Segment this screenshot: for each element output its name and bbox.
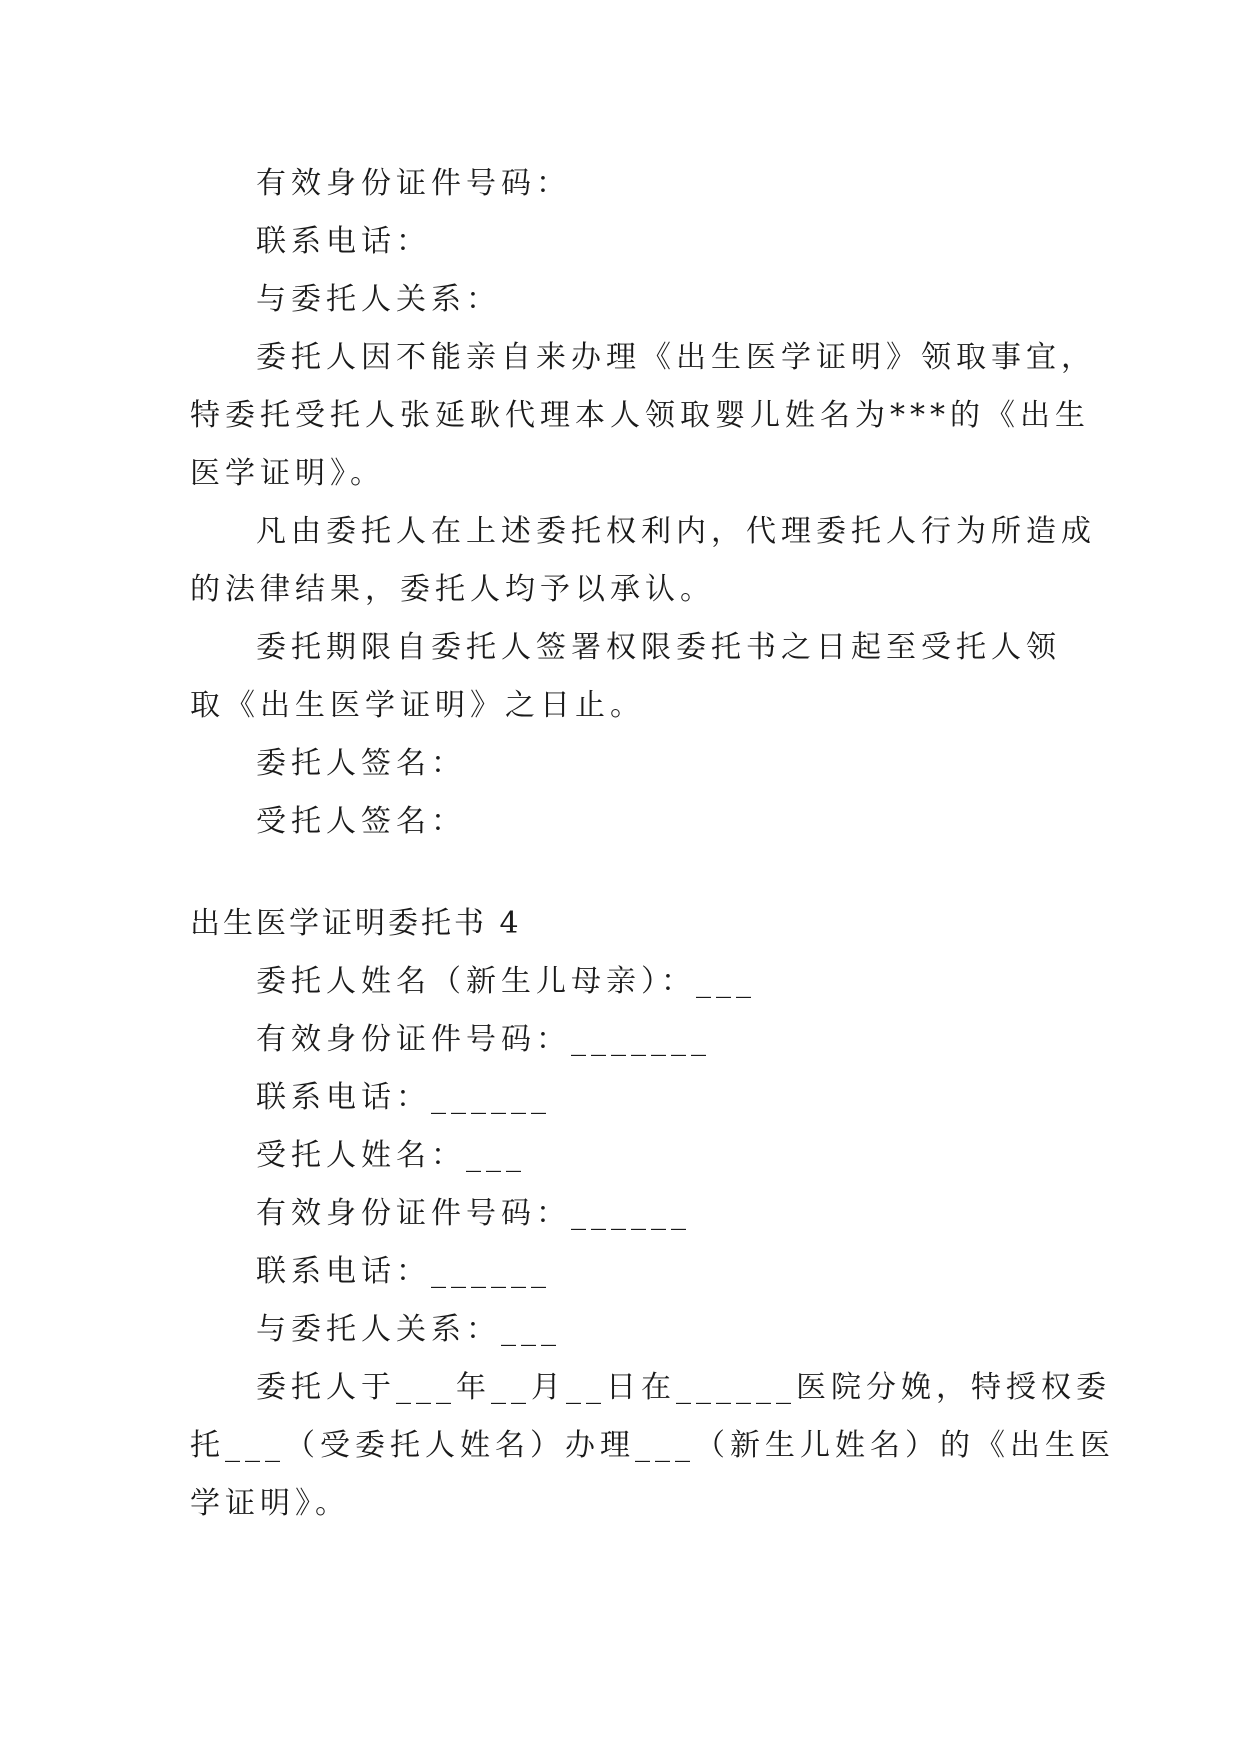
paragraph-line: 的法律结果，委托人均予以承认。 [190,572,715,607]
section-gap [190,851,1060,895]
id-number-line: 有效身份证件号码： [256,166,571,201]
delivery-paragraph [190,1359,1115,1533]
principal-phone-line: 联系电话：______ [256,1080,551,1115]
agent-id-line: 有效身份证件号码：______ [256,1196,691,1231]
paragraph-line: 学证明》。 [190,1486,350,1521]
paragraph-line: 取《出生医学证明》之日止。 [190,688,645,723]
paragraph-line: 委托人于___年__月__日在______医院分娩，特授权委 [256,1370,1111,1405]
relationship-line: 与委托人关系： [256,282,501,317]
agent-phone-line: 联系电话：______ [256,1254,551,1289]
document-body [190,155,1115,1533]
principal-id-line: 有效身份证件号码：_______ [256,1022,711,1057]
authorization-paragraph [190,329,1096,503]
section-title: 出生医学证明委托书 4 [190,906,522,941]
principal-signature-line: 委托人签名： [256,746,466,781]
legal-result-paragraph [190,503,1096,619]
paragraph-line: 医学证明》。 [190,456,385,491]
paragraph-line: 凡由委托人在上述委托权利内，代理委托人行为所造成 [256,514,1096,549]
term-paragraph [190,619,1060,735]
paragraph-line: 委托人因不能亲自来办理《出生医学证明》领取事宜， [256,340,1096,375]
phone-line: 联系电话： [256,224,431,259]
paragraph-line: 特委托受托人张延耿代理本人领取婴儿姓名为***的《出生 [190,398,1090,433]
agent-name-line: 受托人姓名：___ [256,1138,526,1173]
principal-name-line: 委托人姓名（新生儿母亲）：___ [256,964,756,999]
paragraph-line: 委托期限自委托人签署权限委托书之日起至受托人领 [256,630,1061,665]
relationship-line: 与委托人关系：___ [256,1312,561,1347]
paragraph-line: 托___（受委托人姓名）办理___（新生儿姓名）的《出生医 [190,1428,1115,1463]
agent-signature-line: 受托人签名： [256,804,466,839]
